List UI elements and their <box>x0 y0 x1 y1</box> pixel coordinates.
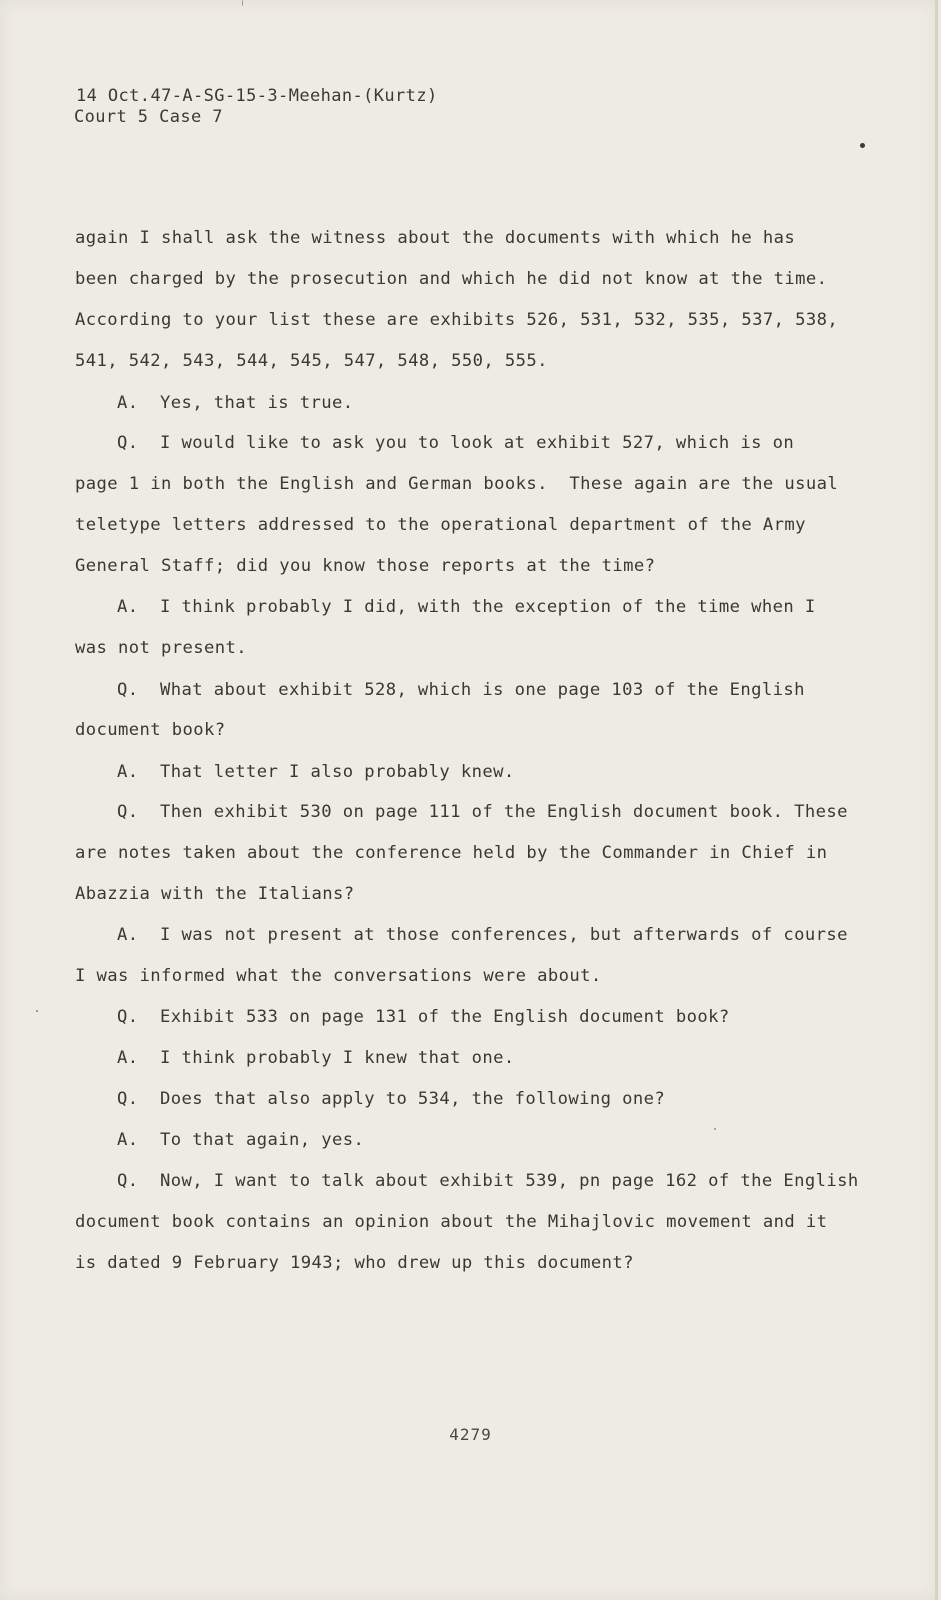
text-line: document book? <box>75 720 226 740</box>
text-line: been charged by the prosecution and which he did not know at the time. <box>75 269 828 289</box>
text-line: According to your list these are exhibits 526, 531, 532, 535, 537, 538, <box>75 310 839 330</box>
page-edge <box>935 0 938 1600</box>
header-court-line: Court 5 Case 7 <box>74 107 223 127</box>
text-line: A. I think probably I knew that one. <box>117 1048 515 1068</box>
paper-speck <box>714 1128 716 1130</box>
header-reference-line: 14 Oct.47-A-SG-15-3-Meehan-(Kurtz) <box>76 86 438 106</box>
paper-speck <box>242 0 243 6</box>
paper-speck <box>36 1010 38 1012</box>
text-line: Q. Does that also apply to 534, the following one? <box>117 1089 666 1109</box>
text-line: A. To that again, yes. <box>117 1130 365 1150</box>
text-line: Q. Then exhibit 530 on page 111 of the English document book. These <box>117 802 848 822</box>
text-line: Q. What about exhibit 528, which is one page 103 of the English <box>117 680 805 700</box>
text-line: I was informed what the conversations were about. <box>75 966 602 986</box>
text-line: teletype letters addressed to the operational department of the Army <box>75 515 806 535</box>
text-line: Abazzia with the Italians? <box>75 884 355 904</box>
text-line: Q. I would like to ask you to look at exhibit 527, which is on <box>117 433 795 453</box>
text-line: are notes taken about the conference held by the Commander in Chief in <box>75 843 828 863</box>
text-line: A. That letter I also probably knew. <box>117 762 515 782</box>
text-line: 541, 542, 543, 544, 545, 547, 548, 550, 555. <box>75 351 548 371</box>
text-line: again I shall ask the witness about the documents with which he has <box>75 228 796 248</box>
text-line: A. I was not present at those conferences, but afterwards of course <box>117 925 848 945</box>
text-line: A. Yes, that is true. <box>117 393 354 413</box>
text-line: Q. Exhibit 533 on page 131 of the English document book? <box>117 1007 730 1027</box>
page-number: 4279 <box>449 1425 492 1444</box>
text-line: Q. Now, I want to talk about exhibit 539, pn page 162 of the English <box>117 1171 859 1191</box>
paper-speck <box>860 143 865 148</box>
text-line: document book contains an opinion about the Mihajlovic movement and it <box>75 1212 828 1232</box>
text-line: General Staff; did you know those reports at the time? <box>75 556 656 576</box>
text-line: page 1 in both the English and German books. These again are the usual <box>75 474 839 494</box>
text-line: A. I think probably I did, with the exception of the time when I <box>117 597 816 617</box>
text-line: was not present. <box>75 638 247 658</box>
text-line: is dated 9 February 1943; who drew up this document? <box>75 1253 634 1273</box>
